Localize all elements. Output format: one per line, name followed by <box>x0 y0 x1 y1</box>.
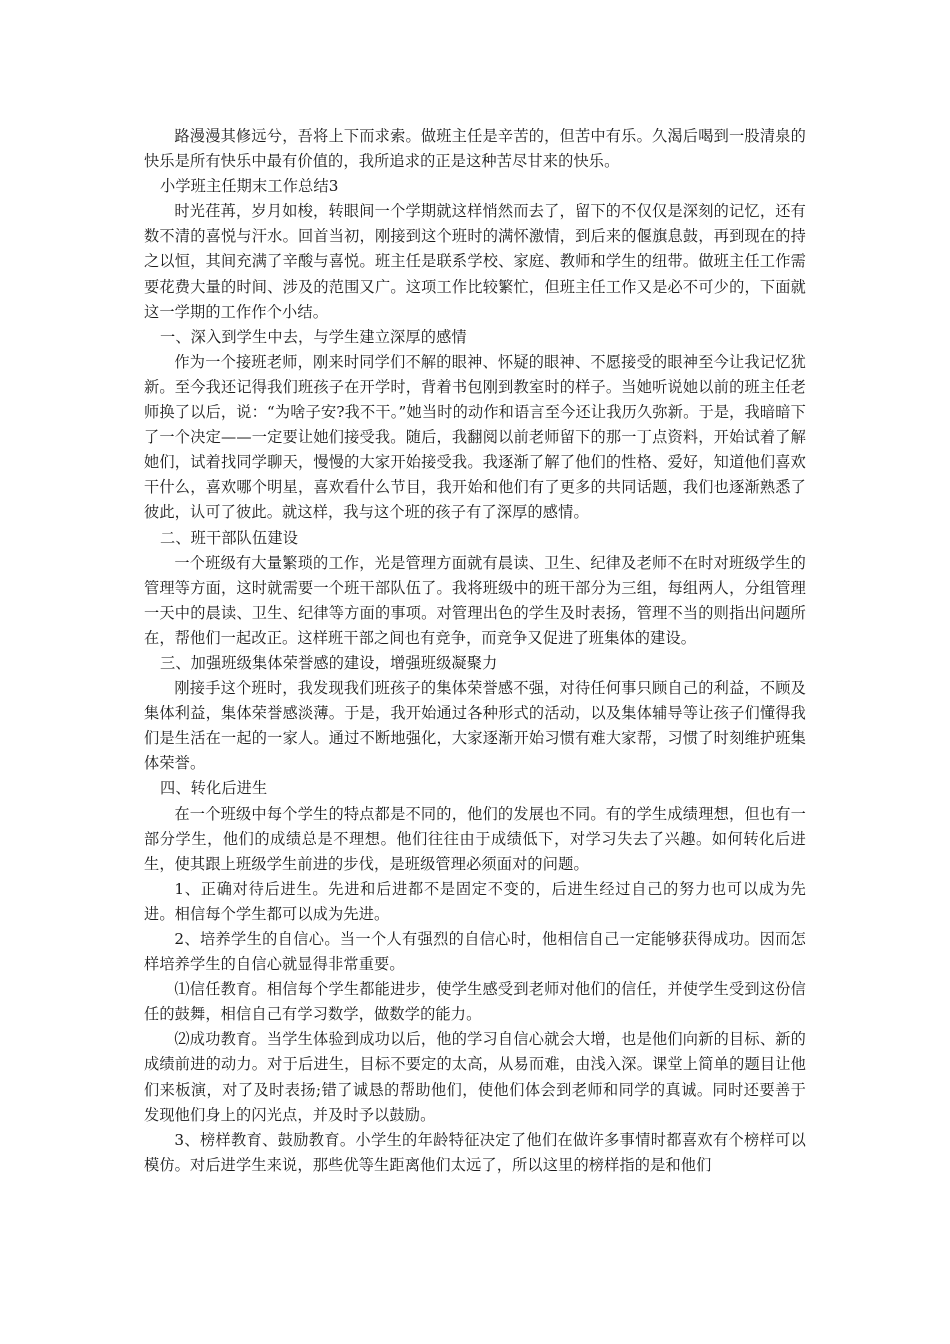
sub-item-trust: ⑴信任教育。相信每个学生都能进步，使学生感受到老师对他们的信任，并使学生受到这份信任的鼓舞，相信自己有学习数学，做数学的能力。 <box>144 980 806 1024</box>
paragraph-closing-quote: 路漫漫其修远兮，吾将上下而求索。做班主任是辛苦的，但苦中有乐。久渴后喝到一股清泉的快乐是所有快乐中最有价值的，我所追求的正是这种苦尽甘来的快乐。 <box>144 127 806 171</box>
paragraph-section-3: 刚接手这个班时，我发现我们班孩子的集体荣誉感不强，对待任何事只顾自己的利益，不顾及集体利益，集体荣誉感淡薄。于是，我开始通过各种形式的活动，以及集体辅导等让孩子们懂得我们是生活在一起的一家人。通过不断地强化，大家逐渐开始习惯有难大家帮，习惯了时刻维护班集体荣誉。 <box>144 679 806 773</box>
heading-section-1: 一、深入到学生中去，与学生建立深厚的感情 <box>160 327 467 346</box>
list-item-1: 1、正确对待后进生。先进和后进都不是固定不变的，后进生经过自己的努力也可以成为先进。相信每个学生都可以成为先进。 <box>144 879 806 923</box>
paragraph-section-1: 作为一个接班老师，刚来时同学们不解的眼神、怀疑的眼神、不愿接受的眼神至今让我记忆犹新。至今我还记得我们班孩子在开学时，背着书包刚到教室时的样子。当她听说她以前的班主任老师换了以后，说：“为啥子安?我不干。”她当时的动作和语言至今还让我历久弥新。于是，我暗暗下了一个决定——一定要让她们接受我。随后，我翻阅以前老师留下的那一丁点资料，开始试着了解她们，试着找同学聊天，慢慢的大家开始接受我。我逐渐了解了他们的性格、爱好，知道他们喜欢干什么，喜欢哪个明星，喜欢看什么节目，我开始和他们有了更多的共同话题，我们也逐渐熟悉了彼此，认可了彼此。就这样，我与这个班的孩子有了深厚的感情。 <box>144 352 806 522</box>
section-title: 小学班主任期末工作总结3 <box>160 177 339 196</box>
paragraph-section-4: 在一个班级中每个学生的特点都是不同的，他们的发展也不同。有的学生成绩理想，但也有一部分学生，他们的成绩总是不理想。他们往往由于成绩低下，对学习失去了兴趣。如何转化后进生，使其跟上班级学生前进的步伐，是班级管理必须面对的问题。 <box>144 804 806 873</box>
document-page <box>144 124 806 1178</box>
heading-section-3: 三、加强班级集体荣誉感的建设，增强班级凝聚力 <box>160 653 498 672</box>
paragraph-intro: 时光荏苒，岁月如梭，转眼间一个学期就这样悄然而去了，留下的不仅仅是深刻的记忆，还有数不清的喜悦与汗水。回首当初，刚接到这个班时的满怀激情，到后来的偃旗息鼓，再到现在的持之以恒，其间充满了辛酸与喜悦。班主任是联系学校、家庭、教师和学生的纽带。做班主任工作需要花费大量的时间、涉及的范围又广。这项工作比较繁忙，但班主任工作又是必不可少的，下面就这一学期的工作作个小结。 <box>144 202 806 321</box>
paragraph-section-2: 一个班级有大量繁琐的工作，光是管理方面就有晨读、卫生、纪律及老师不在时对班级学生的管理等方面，这时就需要一个班干部队伍了。我将班级中的班干部分为三组，每组两人，分组管理一天中的晨读、卫生、纪律等方面的事项。对管理出色的学生及时表扬，管理不当的则指出问题所在，帮他们一起改正。这样班干部之间也有竞争，而竞争又促进了班集体的建设。 <box>144 553 806 647</box>
list-item-3: 3、榜样教育、鼓励教育。小学生的年龄特征决定了他们在做许多事情时都喜欢有个榜样可以模仿。对后进学生来说，那些优等生距离他们太远了，所以这里的榜样指的是和他们 <box>144 1130 806 1174</box>
heading-section-2: 二、班干部队伍建设 <box>160 528 299 547</box>
heading-section-4: 四、转化后进生 <box>160 779 268 798</box>
sub-item-success: ⑵成功教育。当学生体验到成功以后，他的学习自信心就会大增，也是他们向新的目标、新的成绩前进的动力。对于后进生，目标不要定的太高，从易而难，由浅入深。课堂上简单的题目让他们来板演，对了及时表扬;错了诚恳的帮助他们，使他们体会到老师和同学的真诚。同时还要善于发现他们身上的闪光点，并及时予以鼓励。 <box>144 1030 806 1124</box>
list-item-2: 2、培养学生的自信心。当一个人有强烈的自信心时，他相信自己一定能够获得成功。因而怎样培养学生的自信心就显得非常重要。 <box>144 930 806 974</box>
